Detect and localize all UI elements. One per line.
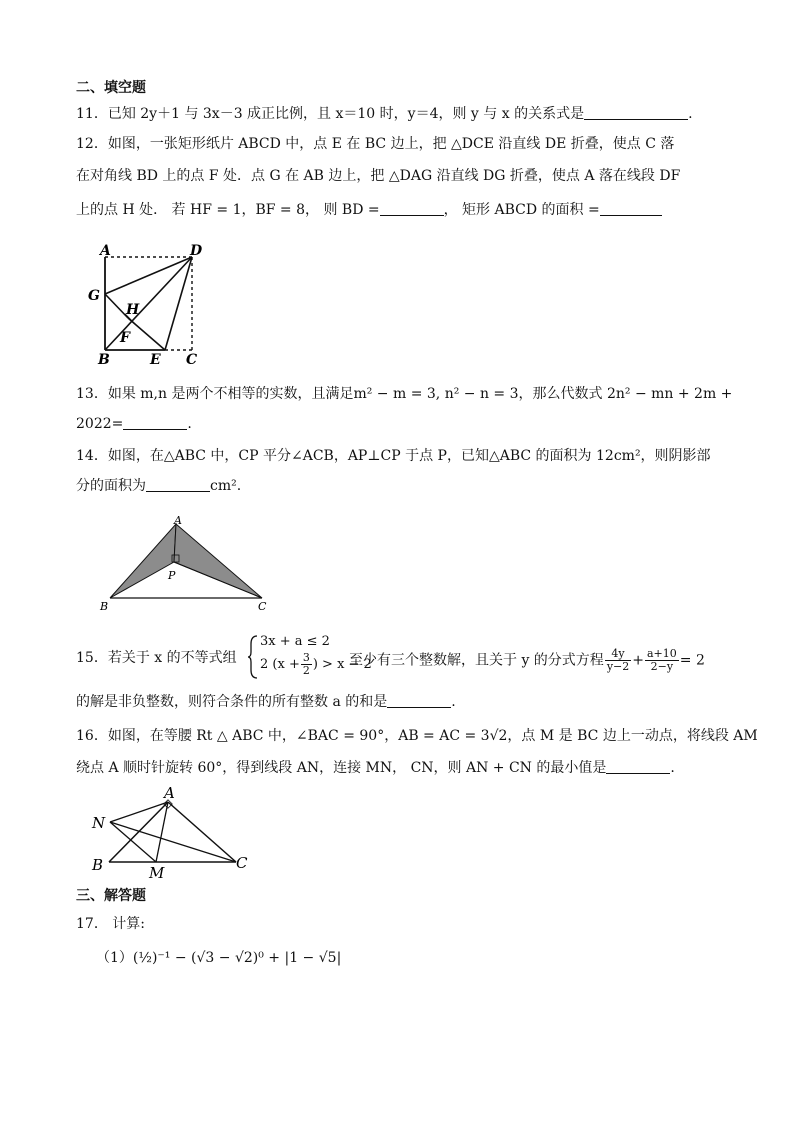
q12-area-blank — [600, 201, 662, 216]
q12-label-f: F — [120, 330, 130, 346]
q11-text: 11．已知 2y＋1 与 3x－3 成正比例，且 x＝10 时，y＝4，则 y 与 x 的关系式是 — [76, 106, 585, 122]
q16-label-m: M — [149, 864, 165, 880]
q12-label-a: A — [100, 243, 111, 259]
q11-answer-blank — [584, 105, 688, 120]
q12-line3a: 上的点 H 处． 若 HF = 1，BF = 8， 则 BD = — [76, 202, 380, 218]
q14-line1: 14．如图，在△ABC 中，CP 平分∠ACB，AP⊥CP 于点 P，已知△ABC 的面积为 12cm²，则阴影部 — [76, 448, 711, 464]
section-fill-heading: 二、填空题 — [76, 80, 146, 96]
q15-prefix: 15．若关于 x 的不等式组 — [76, 650, 237, 666]
q15-line2 — [76, 692, 456, 712]
q12-label-e: E — [150, 352, 161, 368]
q12-line3 — [76, 200, 662, 220]
section-answer-heading: 三、解答题 — [76, 888, 146, 904]
q15-line2a: 的解是非负整数，则符合条件的所有整数 a 的和是 — [76, 694, 388, 710]
q12-label-d: D — [190, 243, 203, 259]
q13-line1: 13．如果 m,n 是两个不相等的实数，且满足m² − m = 3, n² − n = 3，那么代数式 2n² − mn + 2m + — [76, 386, 733, 402]
q14-line2a: 分的面积为 — [76, 478, 146, 494]
q16-line2a: 绕点 A 顺时针旋转 60°，得到线段 AN，连接 MN， CN，则 AN + CN 的最小值是 — [76, 760, 607, 776]
q11-tail: . — [688, 106, 693, 122]
q13-line2a: 2022= — [76, 416, 124, 432]
question-11 — [76, 104, 693, 124]
q15-brace — [247, 634, 259, 680]
q15-inequality-1: 3x + a ≤ 2 — [260, 634, 330, 649]
q13-line2b: . — [187, 416, 192, 432]
q12-line1: 12．如图，一张矩形纸片 ABCD 中，点 E 在 BC 边上，把 △DCE 沿直线 DE 折叠，使点 C 落 — [76, 136, 675, 152]
q17-part1: （1）(½)⁻¹ − (√3 − √2)⁰ + |1 − √5| — [96, 950, 342, 966]
q16-line2b: . — [670, 760, 675, 776]
q13-line2 — [76, 414, 192, 434]
q16-label-c: C — [236, 854, 248, 872]
q12-bd-blank — [380, 201, 444, 216]
q12-label-h: H — [126, 302, 140, 318]
q14-line2b: cm². — [210, 478, 242, 494]
q14-label-b: B — [100, 600, 109, 613]
q16-answer-blank — [606, 759, 670, 774]
q12-line2: 在对角线 BD 上的点 F 处．点 G 在 AB 边上，把 △DAG 沿直线 DG 折叠，使点 A 落在线段 DF — [76, 168, 681, 184]
q12-line3b: ， 矩形 ABCD 的面积 = — [443, 202, 600, 218]
q14-label-p: P — [168, 569, 176, 582]
q16-label-n: N — [92, 814, 106, 832]
q16-line1: 16．如图，在等腰 Rt △ ABC 中，∠BAC = 90°，AB = AC = 3√2，点 M 是 BC 边上一动点，将线段 AM — [76, 728, 758, 744]
q16-label-b: B — [92, 856, 104, 874]
q16-label-a: A — [164, 784, 175, 802]
q12-label-b: B — [98, 352, 110, 368]
q13-answer-blank — [123, 415, 187, 430]
q16-triangle-figure — [86, 784, 256, 880]
q14-triangle-figure — [96, 512, 286, 616]
q14-line2 — [76, 476, 241, 496]
q12-rectangle-figure — [80, 242, 210, 368]
q15-line2b: . — [451, 694, 456, 710]
q15-answer-blank — [387, 693, 451, 708]
q14-label-c: C — [258, 600, 267, 613]
q12-label-g: G — [88, 288, 100, 304]
q12-label-c: C — [186, 352, 198, 368]
q14-answer-blank — [146, 477, 210, 492]
q17-title: 17． 计算: — [76, 916, 145, 932]
q14-label-a: A — [174, 514, 182, 527]
q16-line2 — [76, 758, 675, 778]
q15-inequality-2: 2 (x + $\frac{3}{2}$ ) > x − 2 — [260, 651, 372, 677]
q15-equation: 至少有三个整数解，且关于 y 的分式方程 $\frac{4y}{y-2}$ + $\frac{a+10}{2-y}$ = 2 — [349, 647, 705, 673]
